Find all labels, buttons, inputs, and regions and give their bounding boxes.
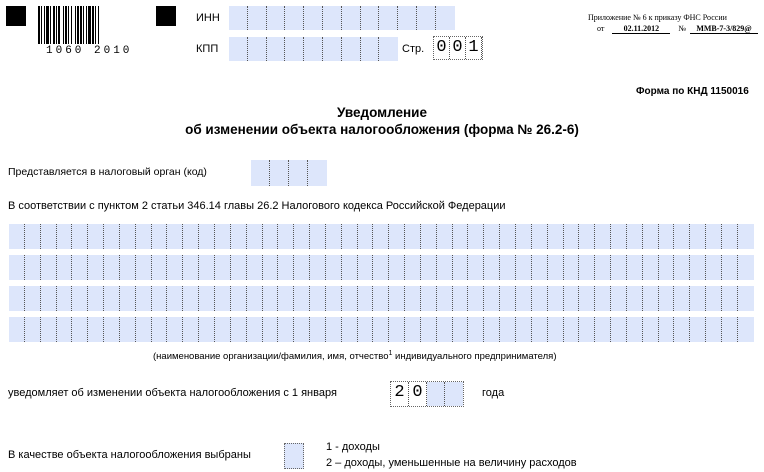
name-cell[interactable] [453,286,469,311]
kpp-cell[interactable] [379,37,398,61]
inn-cell[interactable] [398,6,417,30]
name-cell[interactable] [9,317,25,342]
name-cell[interactable] [706,255,722,280]
name-cell[interactable] [389,286,405,311]
name-cell[interactable] [484,286,500,311]
name-cell[interactable] [674,317,690,342]
name-cell[interactable] [183,286,199,311]
name-cell[interactable] [57,255,73,280]
name-cell[interactable] [152,255,168,280]
year-digit: 0 [409,382,427,406]
name-cell[interactable] [579,224,595,249]
name-cell[interactable] [453,317,469,342]
name-cell[interactable] [136,224,152,249]
name-cell[interactable] [215,317,231,342]
name-cell[interactable] [263,317,279,342]
page-digit: 0 [434,37,450,59]
name-cell[interactable] [231,224,247,249]
name-cell[interactable] [9,286,25,311]
page-digit: 0 [450,37,466,59]
name-cell[interactable] [136,255,152,280]
name-cell[interactable] [247,286,263,311]
name-cell[interactable] [484,317,500,342]
name-cell[interactable] [500,317,516,342]
option-income: 1 - доходы [326,441,380,453]
name-cell[interactable] [358,255,374,280]
name-cell[interactable] [706,317,722,342]
page-label: Стр. [402,43,425,55]
name-cell[interactable] [405,224,421,249]
name-cell[interactable] [706,286,722,311]
name-cell[interactable] [136,317,152,342]
name-cell[interactable] [500,224,516,249]
name-cell[interactable] [595,317,611,342]
name-cell[interactable] [310,255,326,280]
name-cell[interactable] [263,224,279,249]
tax-authority-code-cell[interactable] [289,160,308,186]
name-cell[interactable] [88,224,104,249]
name-cell[interactable] [231,286,247,311]
name-cell[interactable] [468,255,484,280]
corner-marker-left [6,6,26,26]
name-caption [153,350,556,362]
name-cell[interactable] [278,224,294,249]
tax-authority-code-cell[interactable] [270,160,289,186]
name-cell[interactable] [468,224,484,249]
name-cell[interactable] [88,286,104,311]
name-cell[interactable] [199,255,215,280]
kpp-cell[interactable] [285,37,304,61]
inn-cell[interactable] [248,6,267,30]
page-digit: 1 [466,37,482,59]
name-cell[interactable] [611,286,627,311]
inn-cell[interactable] [342,6,361,30]
name-cell[interactable] [215,286,231,311]
name-cell[interactable] [484,255,500,280]
name-cell[interactable] [468,317,484,342]
name-cell[interactable] [405,317,421,342]
year-field[interactable] [390,381,464,407]
order-number: ММВ-7-3/829@ [690,24,758,34]
name-cell[interactable] [595,286,611,311]
order-date: 02.11.2012 [612,24,670,34]
object-label: В качестве объекта налогообложения выбраны [8,449,251,461]
name-cell[interactable] [500,286,516,311]
form-code: Форма по КНД 1150016 [636,86,749,97]
year-digit [427,382,445,406]
kpp-cell[interactable] [267,37,286,61]
name-cell[interactable] [25,224,41,249]
year-label: уведомляет об изменении объекта налогообложения с 1 января [8,387,337,399]
footnote-marker: 1 [388,350,393,357]
tax-authority-code-cell[interactable] [251,160,270,186]
name-cell[interactable] [437,286,453,311]
name-cell[interactable] [437,255,453,280]
name-cell[interactable] [405,255,421,280]
name-cell[interactable] [120,286,136,311]
name-cell[interactable] [41,317,57,342]
name-cell[interactable] [659,255,675,280]
name-cell[interactable] [405,286,421,311]
name-cell[interactable] [278,317,294,342]
name-cell[interactable] [595,224,611,249]
name-cell[interactable] [199,286,215,311]
name-cell[interactable] [627,286,643,311]
name-cell[interactable] [722,224,738,249]
name-cell[interactable] [516,224,532,249]
name-cell[interactable] [152,317,168,342]
name-cell[interactable] [88,317,104,342]
name-cell[interactable] [57,286,73,311]
form-title: Уведомление [336,105,427,120]
name-cell[interactable] [389,317,405,342]
name-cell[interactable] [738,255,754,280]
name-cell[interactable] [183,224,199,249]
year-suffix: года [482,387,505,399]
name-cell[interactable] [674,286,690,311]
name-cell[interactable] [579,255,595,280]
page-number-field[interactable] [433,36,483,60]
object-code-cell[interactable] [284,443,304,469]
name-cell[interactable] [564,317,580,342]
number-sign: № [678,24,687,33]
name-cell[interactable] [183,317,199,342]
name-cell[interactable] [659,224,675,249]
name-cell[interactable] [690,317,706,342]
name-cell[interactable] [643,224,659,249]
name-cell[interactable] [611,224,627,249]
name-cell[interactable] [421,224,437,249]
name-cell[interactable] [643,317,659,342]
name-cell[interactable] [373,317,389,342]
barcode-number: 1060 2010 [46,45,133,57]
name-cell[interactable] [183,255,199,280]
name-cell[interactable] [215,255,231,280]
name-cell[interactable] [579,286,595,311]
name-cell[interactable] [627,317,643,342]
name-cell[interactable] [41,224,57,249]
name-cell[interactable] [516,255,532,280]
name-cell[interactable] [326,255,342,280]
name-cell[interactable] [437,317,453,342]
inn-cell[interactable] [379,6,398,30]
kpp-label: КПП [196,43,219,55]
name-cell[interactable] [706,224,722,249]
name-cell[interactable] [72,286,88,311]
name-cell[interactable] [104,286,120,311]
name-cell[interactable] [453,224,469,249]
name-cell[interactable] [674,224,690,249]
name-cell[interactable] [389,255,405,280]
name-cell[interactable] [690,224,706,249]
name-cell[interactable] [215,224,231,249]
name-cell[interactable] [9,224,25,249]
name-cell[interactable] [659,317,675,342]
name-cell[interactable] [564,255,580,280]
name-cell[interactable] [326,286,342,311]
name-cell[interactable] [278,255,294,280]
name-caption-end: индивидуального предпринимателя) [392,351,557,363]
year-digit: 2 [391,382,409,406]
inn-cell[interactable] [361,6,380,30]
name-cell[interactable] [120,317,136,342]
name-cell[interactable] [643,286,659,311]
name-cell[interactable] [532,224,548,249]
organization-name-field[interactable] [9,224,754,342]
option-income-minus-expenses: 2 – доходы, уменьшенные на величину расходов [326,457,577,469]
inn-cell[interactable] [229,6,248,30]
legal-basis-text: В соответствии с пунктом 2 статьи 346.14 главы 26.2 Налогового кодекса Российской Федерации [8,200,506,212]
name-cell[interactable] [627,224,643,249]
name-cell[interactable] [548,224,564,249]
name-cell[interactable] [722,286,738,311]
name-cell[interactable] [548,255,564,280]
name-cell[interactable] [421,317,437,342]
name-cell[interactable] [104,317,120,342]
name-row[interactable] [9,317,754,342]
inn-cell[interactable] [267,6,286,30]
from-label: от [597,24,605,33]
object-code-field[interactable] [284,443,304,469]
name-cell[interactable] [342,255,358,280]
name-cell[interactable] [643,255,659,280]
tax-authority-code-cell[interactable] [308,160,327,186]
name-cell[interactable] [389,224,405,249]
inn-label: ИНН [196,12,220,24]
name-cell[interactable] [548,317,564,342]
name-cell[interactable] [722,255,738,280]
name-cell[interactable] [532,255,548,280]
name-cell[interactable] [358,317,374,342]
name-cell[interactable] [722,317,738,342]
name-cell[interactable] [167,255,183,280]
name-cell[interactable] [358,224,374,249]
form-subtitle: об изменении объекта налогообложения (форма № 26.2-6) [185,122,579,137]
name-cell[interactable] [231,317,247,342]
name-cell[interactable] [611,317,627,342]
name-cell[interactable] [595,255,611,280]
name-cell[interactable] [247,255,263,280]
barcode [38,6,101,44]
name-cell[interactable] [72,255,88,280]
name-cell[interactable] [167,286,183,311]
inn-cell[interactable] [285,6,304,30]
name-cell[interactable] [152,286,168,311]
name-cell[interactable] [342,224,358,249]
name-cell[interactable] [564,286,580,311]
name-cell[interactable] [579,317,595,342]
name-cell[interactable] [342,286,358,311]
name-cell[interactable] [263,255,279,280]
name-cell[interactable] [564,224,580,249]
name-cell[interactable] [294,286,310,311]
name-cell[interactable] [88,255,104,280]
kpp-cell[interactable] [323,37,342,61]
name-cell[interactable] [611,255,627,280]
name-cell[interactable] [373,255,389,280]
name-cell[interactable] [326,224,342,249]
name-cell[interactable] [421,255,437,280]
name-row[interactable] [9,255,754,280]
name-cell[interactable] [453,255,469,280]
name-cell[interactable] [25,317,41,342]
name-cell[interactable] [167,224,183,249]
corner-marker-right [156,6,176,26]
inn-cell[interactable] [304,6,323,30]
order-reference [597,24,758,34]
kpp-cell[interactable] [304,37,323,61]
name-cell[interactable] [437,224,453,249]
name-cell[interactable] [41,255,57,280]
name-cell[interactable] [199,317,215,342]
name-cell[interactable] [342,317,358,342]
name-cell[interactable] [72,317,88,342]
name-cell[interactable] [294,317,310,342]
name-cell[interactable] [120,255,136,280]
name-cell[interactable] [25,255,41,280]
tax-authority-code-field[interactable] [251,160,327,186]
kpp-cell[interactable] [229,37,248,61]
year-digit [445,382,463,406]
appendix-text: Приложение № 6 к приказу ФНС России [588,13,727,22]
name-cell[interactable] [104,224,120,249]
name-cell[interactable] [674,255,690,280]
name-cell[interactable] [468,286,484,311]
name-cell[interactable] [358,286,374,311]
name-cell[interactable] [41,286,57,311]
name-cell[interactable] [136,286,152,311]
name-cell[interactable] [532,286,548,311]
name-cell[interactable] [738,317,754,342]
name-cell[interactable] [659,286,675,311]
name-cell[interactable] [25,286,41,311]
name-cell[interactable] [690,255,706,280]
name-cell[interactable] [516,286,532,311]
name-cell[interactable] [738,224,754,249]
name-cell[interactable] [152,224,168,249]
name-cell[interactable] [310,224,326,249]
name-cell[interactable] [104,255,120,280]
name-cell[interactable] [627,255,643,280]
inn-cell[interactable] [436,6,455,30]
name-cell[interactable] [57,224,73,249]
name-cell[interactable] [326,317,342,342]
kpp-cell[interactable] [342,37,361,61]
name-cell[interactable] [373,286,389,311]
name-cell[interactable] [9,255,25,280]
name-row[interactable] [9,224,754,249]
name-cell[interactable] [421,286,437,311]
inn-cell[interactable] [323,6,342,30]
name-cell[interactable] [690,286,706,311]
inn-field[interactable] [229,6,455,30]
kpp-cell[interactable] [361,37,380,61]
name-cell[interactable] [57,317,73,342]
name-row[interactable] [9,286,754,311]
name-cell[interactable] [120,224,136,249]
tax-authority-label: Представляется в налоговый орган (код) [8,166,207,178]
name-cell[interactable] [373,224,389,249]
name-caption-start: (наименование организации/фамилия, имя, отчество [153,351,389,363]
name-cell[interactable] [278,286,294,311]
inn-cell[interactable] [417,6,436,30]
name-cell[interactable] [263,286,279,311]
name-cell[interactable] [738,286,754,311]
name-cell[interactable] [231,255,247,280]
name-cell[interactable] [310,317,326,342]
name-cell[interactable] [484,224,500,249]
name-cell[interactable] [500,255,516,280]
name-cell[interactable] [72,224,88,249]
name-cell[interactable] [548,286,564,311]
kpp-cell[interactable] [248,37,267,61]
name-cell[interactable] [310,286,326,311]
name-cell[interactable] [294,224,310,249]
name-cell[interactable] [247,224,263,249]
name-cell[interactable] [247,317,263,342]
kpp-field[interactable] [229,37,398,61]
name-cell[interactable] [167,317,183,342]
name-cell[interactable] [516,317,532,342]
name-cell[interactable] [199,224,215,249]
name-cell[interactable] [294,255,310,280]
name-cell[interactable] [532,317,548,342]
